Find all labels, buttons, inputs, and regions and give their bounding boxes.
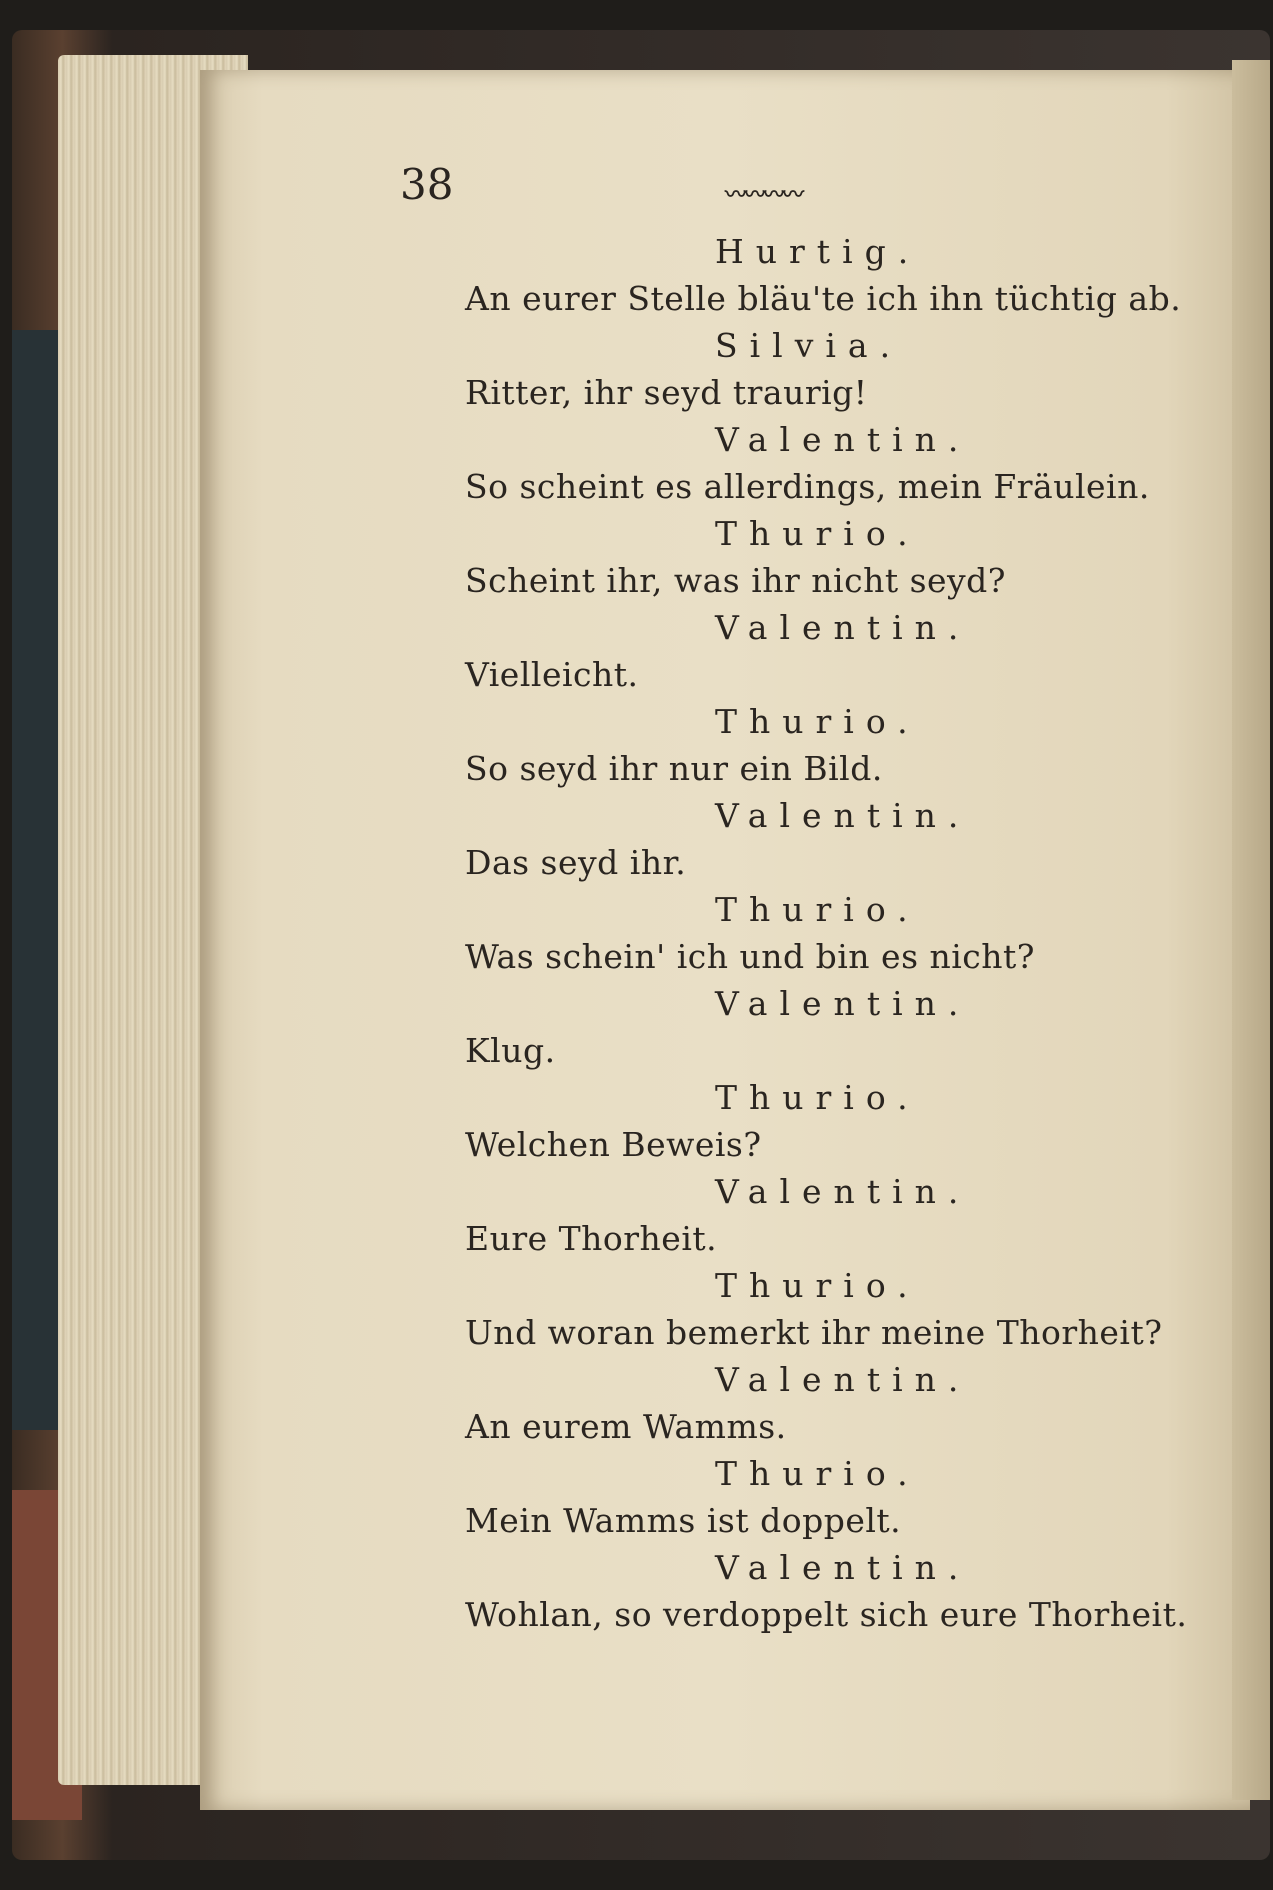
speech-line: Scheint ihr, was ihr nicht seyd?	[465, 561, 1007, 600]
speaker-name: Thurio.	[715, 1266, 920, 1305]
speaker-name: Thurio.	[715, 890, 920, 929]
speech-line: So seyd ihr nur ein Bild.	[465, 749, 883, 788]
speaker-name: Valentin.	[715, 608, 971, 647]
speaker-name: Thurio.	[715, 1078, 920, 1117]
speaker-name: Silvia.	[715, 326, 903, 365]
speech-line: Ritter, ihr seyd traurig!	[465, 373, 868, 412]
speech-line: Und woran bemerkt ihr meine Thorheit?	[465, 1313, 1163, 1352]
page-number: 38	[400, 160, 454, 209]
speech-line: An eurem Wamms.	[465, 1407, 787, 1446]
speech-line: Wohlan, so verdoppelt sich eure Thorheit.	[465, 1595, 1188, 1634]
speech-line: Klug.	[465, 1031, 556, 1070]
speech-line: So scheint es allerdings, mein Fräulein.	[465, 467, 1150, 506]
speech-line: Vielleicht.	[465, 655, 639, 694]
speech-line: Welchen Beweis?	[465, 1125, 762, 1164]
speech-line: Was schein' ich und bin es nicht?	[465, 937, 1035, 976]
header-ornament-icon: 〰〰〰〰	[725, 182, 802, 208]
speaker-name: Thurio.	[715, 514, 920, 553]
speaker-name: Valentin.	[715, 1172, 971, 1211]
speaker-name: Thurio.	[715, 1454, 920, 1493]
speaker-name: Thurio.	[715, 702, 920, 741]
page-header	[400, 160, 900, 220]
speaker-name: Valentin.	[715, 1360, 971, 1399]
speech-line: Mein Wamms ist doppelt.	[465, 1501, 902, 1540]
speech-line: Eure Thorheit.	[465, 1219, 718, 1258]
speech-line: Das seyd ihr.	[465, 843, 687, 882]
speaker-name: Valentin.	[715, 796, 971, 835]
dialogue-text	[465, 228, 1205, 1638]
speech-line: An eurer Stelle bläu'te ich ihn tüchtig ab.	[465, 279, 1182, 318]
speaker-name: Hurtig.	[715, 232, 921, 271]
speaker-name: Valentin.	[715, 420, 971, 459]
page-fold-edge	[1232, 60, 1270, 1800]
speaker-name: Valentin.	[715, 1548, 971, 1587]
speaker-name: Valentin.	[715, 984, 971, 1023]
